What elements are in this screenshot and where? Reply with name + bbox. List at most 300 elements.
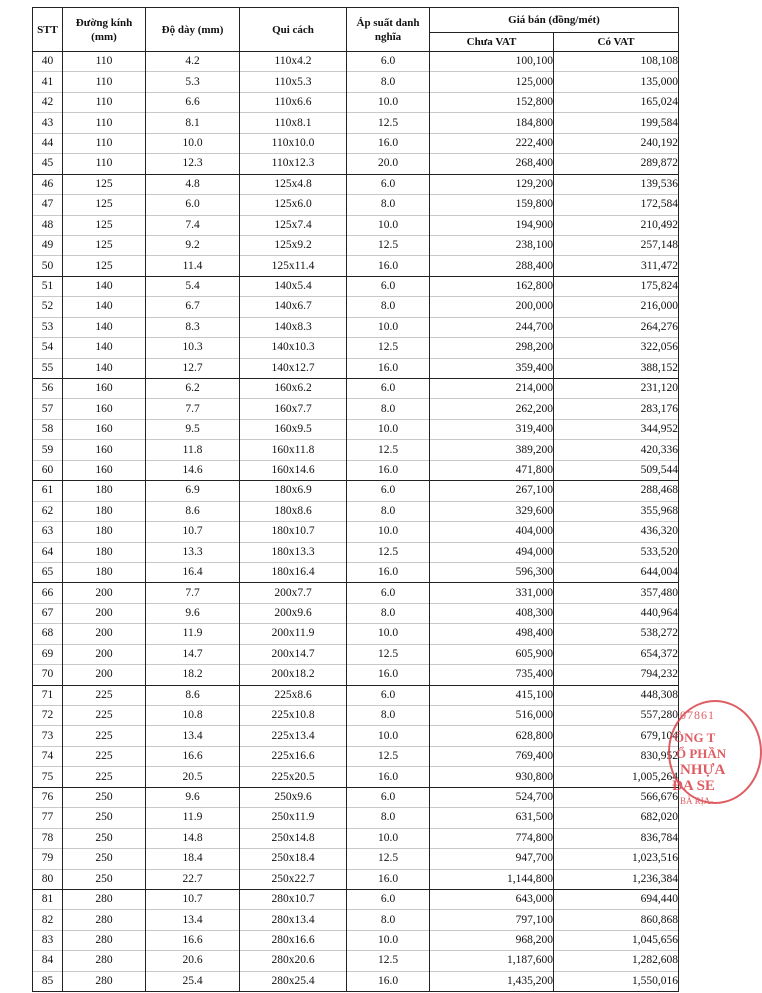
cell-spec: 110x10.0 xyxy=(240,133,347,153)
table-row xyxy=(33,501,679,521)
stamp-ring-bottom: BÀ RỊA- xyxy=(680,796,714,806)
cell-spec: 180x8.6 xyxy=(240,501,347,521)
cell-pressure: 6.0 xyxy=(347,276,430,296)
table-row xyxy=(33,726,679,746)
cell-price-excl-vat: 298,200 xyxy=(430,338,554,358)
cell-diameter: 180 xyxy=(63,562,146,582)
cell-diameter: 200 xyxy=(63,644,146,664)
cell-stt: 67 xyxy=(33,603,63,623)
cell-diameter: 160 xyxy=(63,399,146,419)
cell-spec: 200x9.6 xyxy=(240,603,347,623)
cell-price-excl-vat: 631,500 xyxy=(430,808,554,828)
cell-thickness: 25.4 xyxy=(146,971,240,991)
cell-price-incl-vat: 139,536 xyxy=(554,174,679,194)
cell-thickness: 10.3 xyxy=(146,338,240,358)
cell-price-excl-vat: 222,400 xyxy=(430,133,554,153)
cell-price-incl-vat: 257,148 xyxy=(554,235,679,255)
cell-diameter: 225 xyxy=(63,706,146,726)
cell-spec: 225x20.5 xyxy=(240,767,347,787)
cell-spec: 280x20.6 xyxy=(240,951,347,971)
cell-price-incl-vat: 448,308 xyxy=(554,685,679,705)
table-row xyxy=(33,399,679,419)
cell-thickness: 4.2 xyxy=(146,52,240,72)
cell-stt: 75 xyxy=(33,767,63,787)
cell-price-incl-vat: 199,584 xyxy=(554,113,679,133)
header-stt: STT xyxy=(33,8,63,52)
cell-pressure: 12.5 xyxy=(347,338,430,358)
cell-price-incl-vat: 682,020 xyxy=(554,808,679,828)
cell-stt: 81 xyxy=(33,889,63,909)
cell-stt: 79 xyxy=(33,849,63,869)
table-row xyxy=(33,92,679,112)
cell-thickness: 20.6 xyxy=(146,951,240,971)
cell-thickness: 13.4 xyxy=(146,910,240,930)
cell-stt: 73 xyxy=(33,726,63,746)
cell-stt: 51 xyxy=(33,276,63,296)
cell-stt: 64 xyxy=(33,542,63,562)
cell-price-excl-vat: 244,700 xyxy=(430,317,554,337)
cell-price-excl-vat: 329,600 xyxy=(430,501,554,521)
cell-spec: 250x18.4 xyxy=(240,849,347,869)
cell-price-incl-vat: 288,468 xyxy=(554,481,679,501)
header-diameter: Đường kính (mm) xyxy=(63,8,146,52)
cell-price-incl-vat: 1,045,656 xyxy=(554,930,679,950)
cell-thickness: 6.2 xyxy=(146,379,240,399)
cell-price-excl-vat: 643,000 xyxy=(430,889,554,909)
cell-diameter: 160 xyxy=(63,419,146,439)
cell-price-incl-vat: 289,872 xyxy=(554,154,679,174)
cell-price-incl-vat: 210,492 xyxy=(554,215,679,235)
cell-diameter: 125 xyxy=(63,235,146,255)
cell-pressure: 16.0 xyxy=(347,133,430,153)
cell-thickness: 12.3 xyxy=(146,154,240,174)
cell-price-incl-vat: 440,964 xyxy=(554,603,679,623)
table-row xyxy=(33,358,679,378)
cell-price-incl-vat: 283,176 xyxy=(554,399,679,419)
cell-spec: 250x22.7 xyxy=(240,869,347,889)
cell-diameter: 250 xyxy=(63,828,146,848)
table-row xyxy=(33,889,679,909)
cell-price-excl-vat: 605,900 xyxy=(430,644,554,664)
cell-stt: 60 xyxy=(33,460,63,480)
cell-price-excl-vat: 1,144,800 xyxy=(430,869,554,889)
cell-stt: 61 xyxy=(33,481,63,501)
cell-stt: 42 xyxy=(33,92,63,112)
cell-price-incl-vat: 654,372 xyxy=(554,644,679,664)
cell-stt: 58 xyxy=(33,419,63,439)
cell-thickness: 13.3 xyxy=(146,542,240,562)
stamp-line-4: ĐA SE xyxy=(672,778,715,794)
cell-price-incl-vat: 165,024 xyxy=(554,92,679,112)
cell-spec: 225x13.4 xyxy=(240,726,347,746)
cell-price-excl-vat: 797,100 xyxy=(430,910,554,930)
cell-stt: 83 xyxy=(33,930,63,950)
cell-stt: 66 xyxy=(33,583,63,603)
cell-pressure: 10.0 xyxy=(347,828,430,848)
cell-pressure: 10.0 xyxy=(347,624,430,644)
table-row xyxy=(33,297,679,317)
cell-diameter: 160 xyxy=(63,440,146,460)
cell-price-incl-vat: 533,520 xyxy=(554,542,679,562)
cell-price-excl-vat: 947,700 xyxy=(430,849,554,869)
cell-pressure: 12.5 xyxy=(347,440,430,460)
cell-price-excl-vat: 152,800 xyxy=(430,92,554,112)
cell-thickness: 4.8 xyxy=(146,174,240,194)
cell-thickness: 10.8 xyxy=(146,706,240,726)
cell-thickness: 14.6 xyxy=(146,460,240,480)
cell-price-incl-vat: 240,192 xyxy=(554,133,679,153)
cell-thickness: 16.6 xyxy=(146,930,240,950)
cell-pressure: 8.0 xyxy=(347,603,430,623)
cell-spec: 160x14.6 xyxy=(240,460,347,480)
cell-diameter: 280 xyxy=(63,930,146,950)
cell-thickness: 7.4 xyxy=(146,215,240,235)
cell-diameter: 110 xyxy=(63,113,146,133)
cell-thickness: 8.6 xyxy=(146,685,240,705)
header-spec: Qui cách xyxy=(240,8,347,52)
cell-pressure: 16.0 xyxy=(347,358,430,378)
cell-stt: 85 xyxy=(33,971,63,991)
cell-thickness: 6.6 xyxy=(146,92,240,112)
cell-pressure: 16.0 xyxy=(347,460,430,480)
table-row xyxy=(33,276,679,296)
cell-spec: 140x12.7 xyxy=(240,358,347,378)
cell-spec: 110x5.3 xyxy=(240,72,347,92)
cell-diameter: 225 xyxy=(63,726,146,746)
cell-spec: 160x6.2 xyxy=(240,379,347,399)
cell-diameter: 280 xyxy=(63,951,146,971)
cell-price-incl-vat: 344,952 xyxy=(554,419,679,439)
cell-diameter: 140 xyxy=(63,317,146,337)
cell-diameter: 225 xyxy=(63,767,146,787)
cell-price-incl-vat: 1,023,516 xyxy=(554,849,679,869)
table-row xyxy=(33,767,679,787)
cell-price-excl-vat: 184,800 xyxy=(430,113,554,133)
cell-price-excl-vat: 159,800 xyxy=(430,195,554,215)
table-row xyxy=(33,685,679,705)
cell-stt: 65 xyxy=(33,562,63,582)
table-row xyxy=(33,440,679,460)
cell-price-excl-vat: 471,800 xyxy=(430,460,554,480)
cell-pressure: 6.0 xyxy=(347,583,430,603)
cell-price-incl-vat: 108,108 xyxy=(554,52,679,72)
cell-thickness: 11.9 xyxy=(146,624,240,644)
table-row xyxy=(33,52,679,72)
cell-spec: 225x16.6 xyxy=(240,746,347,766)
cell-price-incl-vat: 436,320 xyxy=(554,522,679,542)
price-table xyxy=(32,7,679,992)
cell-thickness: 6.9 xyxy=(146,481,240,501)
cell-pressure: 16.0 xyxy=(347,767,430,787)
cell-diameter: 200 xyxy=(63,603,146,623)
cell-price-excl-vat: 100,100 xyxy=(430,52,554,72)
cell-pressure: 8.0 xyxy=(347,297,430,317)
cell-diameter: 200 xyxy=(63,583,146,603)
cell-spec: 125x7.4 xyxy=(240,215,347,235)
header-thickness: Độ dày (mm) xyxy=(146,8,240,52)
table-row xyxy=(33,72,679,92)
cell-diameter: 140 xyxy=(63,358,146,378)
header-price: Giá bán (đồng/mét) xyxy=(430,8,679,33)
cell-pressure: 8.0 xyxy=(347,72,430,92)
cell-pressure: 8.0 xyxy=(347,399,430,419)
cell-spec: 110x8.1 xyxy=(240,113,347,133)
cell-diameter: 110 xyxy=(63,72,146,92)
cell-price-excl-vat: 628,800 xyxy=(430,726,554,746)
header-price-excl-vat: Chưa VAT xyxy=(430,33,554,52)
cell-pressure: 6.0 xyxy=(347,685,430,705)
cell-pressure: 6.0 xyxy=(347,889,430,909)
cell-price-incl-vat: 509,544 xyxy=(554,460,679,480)
cell-pressure: 20.0 xyxy=(347,154,430,174)
table-row xyxy=(33,971,679,991)
cell-diameter: 250 xyxy=(63,787,146,807)
cell-diameter: 140 xyxy=(63,297,146,317)
cell-price-incl-vat: 644,004 xyxy=(554,562,679,582)
cell-stt: 48 xyxy=(33,215,63,235)
cell-diameter: 110 xyxy=(63,133,146,153)
cell-spec: 200x18.2 xyxy=(240,665,347,685)
table-row xyxy=(33,419,679,439)
cell-diameter: 225 xyxy=(63,685,146,705)
cell-stt: 74 xyxy=(33,746,63,766)
cell-price-incl-vat: 355,968 xyxy=(554,501,679,521)
cell-stt: 54 xyxy=(33,338,63,358)
cell-price-incl-vat: 557,280 xyxy=(554,706,679,726)
cell-price-excl-vat: 200,000 xyxy=(430,297,554,317)
cell-thickness: 11.8 xyxy=(146,440,240,460)
cell-spec: 180x13.3 xyxy=(240,542,347,562)
cell-spec: 160x7.7 xyxy=(240,399,347,419)
cell-diameter: 200 xyxy=(63,665,146,685)
cell-stt: 68 xyxy=(33,624,63,644)
cell-stt: 63 xyxy=(33,522,63,542)
cell-price-incl-vat: 172,584 xyxy=(554,195,679,215)
cell-diameter: 110 xyxy=(63,92,146,112)
table-row xyxy=(33,215,679,235)
cell-stt: 78 xyxy=(33,828,63,848)
table-row xyxy=(33,133,679,153)
cell-pressure: 10.0 xyxy=(347,930,430,950)
cell-thickness: 18.2 xyxy=(146,665,240,685)
cell-spec: 280x10.7 xyxy=(240,889,347,909)
cell-price-excl-vat: 267,100 xyxy=(430,481,554,501)
cell-spec: 280x25.4 xyxy=(240,971,347,991)
cell-pressure: 10.0 xyxy=(347,317,430,337)
cell-price-excl-vat: 404,000 xyxy=(430,522,554,542)
table-row xyxy=(33,583,679,603)
price-rows xyxy=(33,52,679,992)
cell-thickness: 10.0 xyxy=(146,133,240,153)
cell-pressure: 16.0 xyxy=(347,562,430,582)
cell-price-excl-vat: 1,435,200 xyxy=(430,971,554,991)
cell-diameter: 110 xyxy=(63,154,146,174)
cell-diameter: 180 xyxy=(63,522,146,542)
cell-pressure: 6.0 xyxy=(347,52,430,72)
cell-stt: 49 xyxy=(33,235,63,255)
cell-diameter: 225 xyxy=(63,746,146,766)
table-row xyxy=(33,174,679,194)
cell-thickness: 5.4 xyxy=(146,276,240,296)
cell-thickness: 8.3 xyxy=(146,317,240,337)
cell-price-incl-vat: 830,952 xyxy=(554,746,679,766)
table-row xyxy=(33,603,679,623)
table-row xyxy=(33,338,679,358)
cell-thickness: 22.7 xyxy=(146,869,240,889)
cell-diameter: 200 xyxy=(63,624,146,644)
table-row xyxy=(33,460,679,480)
cell-diameter: 140 xyxy=(63,338,146,358)
cell-diameter: 250 xyxy=(63,808,146,828)
cell-price-incl-vat: 264,276 xyxy=(554,317,679,337)
cell-pressure: 12.5 xyxy=(347,235,430,255)
cell-price-incl-vat: 135,000 xyxy=(554,72,679,92)
cell-price-excl-vat: 516,000 xyxy=(430,706,554,726)
price-sheet xyxy=(32,7,678,992)
cell-price-excl-vat: 268,400 xyxy=(430,154,554,174)
cell-diameter: 250 xyxy=(63,849,146,869)
table-row xyxy=(33,317,679,337)
cell-stt: 62 xyxy=(33,501,63,521)
cell-thickness: 12.7 xyxy=(146,358,240,378)
stamp-line-3: NHỰA xyxy=(680,762,726,778)
cell-stt: 41 xyxy=(33,72,63,92)
cell-pressure: 8.0 xyxy=(347,501,430,521)
cell-price-incl-vat: 175,824 xyxy=(554,276,679,296)
cell-pressure: 12.5 xyxy=(347,644,430,664)
cell-thickness: 14.8 xyxy=(146,828,240,848)
cell-price-excl-vat: 194,900 xyxy=(430,215,554,235)
cell-thickness: 7.7 xyxy=(146,583,240,603)
cell-diameter: 250 xyxy=(63,869,146,889)
cell-price-incl-vat: 388,152 xyxy=(554,358,679,378)
cell-thickness: 6.0 xyxy=(146,195,240,215)
cell-price-incl-vat: 566,676 xyxy=(554,787,679,807)
cell-thickness: 7.7 xyxy=(146,399,240,419)
cell-pressure: 6.0 xyxy=(347,379,430,399)
cell-price-excl-vat: 288,400 xyxy=(430,256,554,276)
cell-spec: 125x6.0 xyxy=(240,195,347,215)
stamp-ring-top: 07861 xyxy=(680,708,715,722)
cell-price-incl-vat: 420,336 xyxy=(554,440,679,460)
cell-pressure: 10.0 xyxy=(347,215,430,235)
cell-thickness: 8.6 xyxy=(146,501,240,521)
cell-price-incl-vat: 231,120 xyxy=(554,379,679,399)
cell-pressure: 6.0 xyxy=(347,174,430,194)
cell-pressure: 16.0 xyxy=(347,869,430,889)
cell-stt: 84 xyxy=(33,951,63,971)
cell-diameter: 125 xyxy=(63,215,146,235)
cell-price-incl-vat: 679,104 xyxy=(554,726,679,746)
cell-stt: 70 xyxy=(33,665,63,685)
cell-price-excl-vat: 769,400 xyxy=(430,746,554,766)
cell-price-excl-vat: 774,800 xyxy=(430,828,554,848)
table-row xyxy=(33,951,679,971)
cell-spec: 250x9.6 xyxy=(240,787,347,807)
cell-price-incl-vat: 1,282,608 xyxy=(554,951,679,971)
cell-price-excl-vat: 930,800 xyxy=(430,767,554,787)
cell-price-incl-vat: 322,056 xyxy=(554,338,679,358)
cell-stt: 50 xyxy=(33,256,63,276)
cell-spec: 225x8.6 xyxy=(240,685,347,705)
cell-spec: 200x14.7 xyxy=(240,644,347,664)
cell-spec: 140x5.4 xyxy=(240,276,347,296)
cell-pressure: 16.0 xyxy=(347,256,430,276)
cell-stt: 82 xyxy=(33,910,63,930)
cell-diameter: 140 xyxy=(63,276,146,296)
cell-stt: 40 xyxy=(33,52,63,72)
cell-spec: 225x10.8 xyxy=(240,706,347,726)
cell-diameter: 125 xyxy=(63,195,146,215)
cell-diameter: 125 xyxy=(63,256,146,276)
table-row xyxy=(33,256,679,276)
cell-stt: 77 xyxy=(33,808,63,828)
cell-spec: 110x12.3 xyxy=(240,154,347,174)
cell-spec: 110x4.2 xyxy=(240,52,347,72)
cell-stt: 53 xyxy=(33,317,63,337)
cell-pressure: 6.0 xyxy=(347,481,430,501)
cell-pressure: 12.5 xyxy=(347,746,430,766)
cell-thickness: 20.5 xyxy=(146,767,240,787)
table-row xyxy=(33,787,679,807)
table-row xyxy=(33,644,679,664)
cell-pressure: 8.0 xyxy=(347,808,430,828)
cell-thickness: 9.6 xyxy=(146,787,240,807)
cell-stt: 71 xyxy=(33,685,63,705)
cell-thickness: 11.4 xyxy=(146,256,240,276)
table-row xyxy=(33,746,679,766)
header-pressure: Áp suất danh nghĩa xyxy=(347,8,430,52)
cell-diameter: 125 xyxy=(63,174,146,194)
cell-price-excl-vat: 596,300 xyxy=(430,562,554,582)
table-row xyxy=(33,869,679,889)
cell-spec: 280x13.4 xyxy=(240,910,347,930)
cell-pressure: 8.0 xyxy=(347,706,430,726)
cell-diameter: 280 xyxy=(63,889,146,909)
cell-pressure: 6.0 xyxy=(347,787,430,807)
cell-pressure: 16.0 xyxy=(347,665,430,685)
cell-stt: 45 xyxy=(33,154,63,174)
table-row xyxy=(33,562,679,582)
cell-spec: 250x11.9 xyxy=(240,808,347,828)
cell-stt: 43 xyxy=(33,113,63,133)
cell-spec: 280x16.6 xyxy=(240,930,347,950)
cell-pressure: 10.0 xyxy=(347,522,430,542)
table-row xyxy=(33,154,679,174)
cell-price-excl-vat: 415,100 xyxy=(430,685,554,705)
cell-stt: 76 xyxy=(33,787,63,807)
cell-price-incl-vat: 694,440 xyxy=(554,889,679,909)
cell-diameter: 180 xyxy=(63,501,146,521)
cell-price-incl-vat: 1,550,016 xyxy=(554,971,679,991)
cell-spec: 160x11.8 xyxy=(240,440,347,460)
cell-thickness: 18.4 xyxy=(146,849,240,869)
cell-stt: 72 xyxy=(33,706,63,726)
cell-thickness: 10.7 xyxy=(146,889,240,909)
cell-thickness: 8.1 xyxy=(146,113,240,133)
cell-thickness: 5.3 xyxy=(146,72,240,92)
cell-thickness: 11.9 xyxy=(146,808,240,828)
cell-price-excl-vat: 389,200 xyxy=(430,440,554,460)
table-row xyxy=(33,195,679,215)
cell-price-excl-vat: 735,400 xyxy=(430,665,554,685)
table-row xyxy=(33,808,679,828)
cell-stt: 56 xyxy=(33,379,63,399)
cell-thickness: 6.7 xyxy=(146,297,240,317)
cell-price-incl-vat: 860,868 xyxy=(554,910,679,930)
table-row xyxy=(33,665,679,685)
cell-diameter: 180 xyxy=(63,542,146,562)
